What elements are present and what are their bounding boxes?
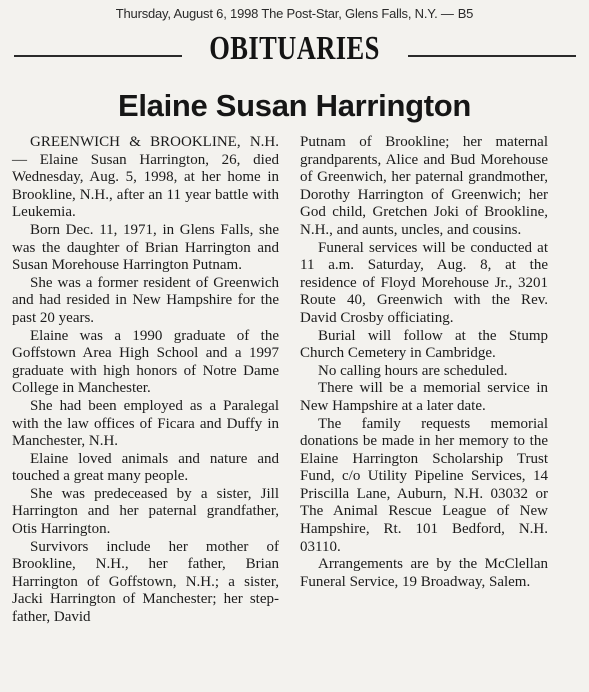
paragraph: GREENWICH & BROOKLINE, N.H. — Elaine Susan Harrington, 26, died Wednesday, Aug. 5, 1998, at her home in Brookline, N.H., after an 11 year battle with Leukemia.	[12, 134, 279, 221]
section-title: OBITUARIES	[209, 30, 380, 67]
obituary-headline: Elaine Susan Harrington	[117, 88, 472, 123]
paragraph: There will be a memorial service in New Hampshire at a later date.	[300, 380, 548, 414]
dateline	[0, 6, 589, 21]
paragraph: Elaine was a 1990 graduate of the Goffstown Area High School and a 1997 graduate with high honors of Notre Dame College in Manchester.	[12, 327, 279, 397]
paragraph: Born Dec. 11, 1971, in Glens Falls, she was the daughter of Brian Harrington and Susan Morehouse Harrington Putnam.	[12, 221, 279, 274]
paragraph: Arrangements are by the McClellan Funeral Service, 19 Broadway, Salem.	[300, 556, 548, 590]
paragraph: She had been employed as a Paralegal with the law offices of Ficara and Duffy in Manchester, N.H.	[12, 397, 279, 450]
left-column	[12, 134, 279, 627]
rule-top-right	[408, 55, 576, 57]
dateline-text: Thursday, August 6, 1998 The Post-Star, Glens Falls, N.Y. —	[115, 6, 454, 21]
right-column	[300, 134, 548, 591]
paragraph: She was a former resident of Greenwich and had resided in New Hampshire for the past 20 years.	[12, 274, 279, 326]
paragraph: Elaine loved animals and nature and touched a great many people.	[12, 450, 279, 485]
paragraph: Burial will follow at the Stump Church Cemetery in Cambridge.	[300, 327, 548, 362]
paragraph: The family requests memorial donations be made in her memory to the Elaine Harrington Scholarship Trust Fund, c/o Utility Pipeline Services, 14 Priscilla Lane, Auburn, N.H. 03032 or The Animal Rescue League of New Hampshire, Rt. 101 Bedford, N.H. 03110.	[300, 415, 548, 555]
paragraph-continuation: Putnam of Brookline; her maternal grandparents, Alice and Bud Morehouse of Greenwich, her paternal grandmother, Dorothy Harrington of Greenwich; her God child, Gretchen Joki of Brookline, N.H., and aunts, uncles, and cousins.	[300, 134, 548, 238]
paragraph: Funeral services will be conducted at 11 a.m. Saturday, Aug. 8, at the residence of Floyd Morehouse Jr., 3201 Route 40, Greenwich with the Rev. David Crosby officiating.	[300, 239, 548, 326]
paragraph: Survivors include her mother of Brookline, N.H., her father, Brian Harrington of Goffstown, N.H.; a sister, Jacki Harrington of Manchester; her step-father, David	[12, 538, 279, 626]
paragraph: She was predeceased by a sister, Jill Harrington and her paternal grandfather, Otis Harrington.	[12, 485, 279, 538]
paragraph: No calling hours are scheduled.	[318, 362, 508, 379]
page-number: B5	[457, 6, 474, 21]
